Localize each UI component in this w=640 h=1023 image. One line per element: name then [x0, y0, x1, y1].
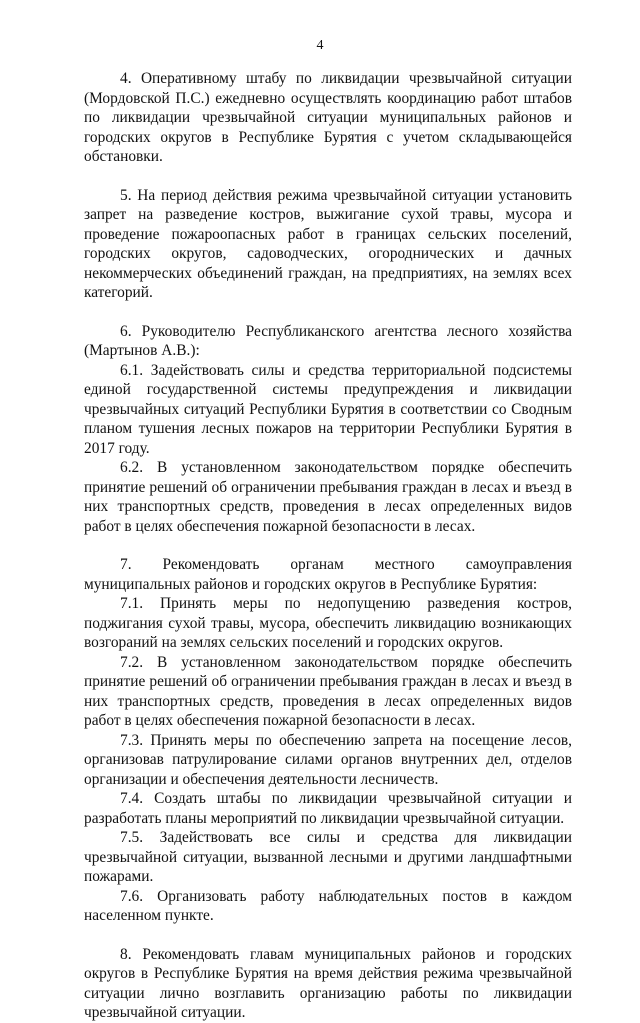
- page-number: 4: [316, 38, 324, 53]
- paragraph-5: 5. На период действия режима чрезвычайной ситуации установить запрет на разведение костров, выжигание сухой травы, мусора и проведение пожароопасных работ в границах сельских поселений, городских округов, садоводческих, огороднических и дачных некоммерческих объединений граждан, на предприятиях, на землях всех категорий.: [84, 186, 572, 301]
- paragraph-7: 7. Рекомендовать органам местного самоуправления муниципальных районов и городских округов в Республике Бурятия:: [84, 556, 572, 593]
- paragraph-7-2: 7.2. В установленном законодательством порядке обеспечить принятие решений об ограничении пребывания граждан в лесах и въезд в них транспортных средств, проведения в лесах определенных видов работ в целях обеспечения пожарной безопасности в лесах.: [84, 653, 572, 729]
- paragraph-7-6: 7.6. Организовать работу наблюдательных постов в каждом населенном пункте.: [84, 887, 572, 924]
- paragraph-6-1: 6.1. Задействовать силы и средства территориальной подсистемы единой государственной системы предупреждения и ликвидации чрезвычайных ситуаций Республики Бурятия в соответствии со Сводным планом тушения лесных пожаров на территории Республики Бурятия в 2017 году.: [84, 361, 572, 457]
- paragraph-6: 6. Руководителю Республиканского агентства лесного хозяйства (Мартынов А.В.):: [84, 322, 572, 359]
- paragraph-7-3: 7.3. Принять меры по обеспечению запрета на посещение лесов, организовав патрулирование силами органов внутренних дел, отделов организации и обеспечения деятельности лесничеств.: [84, 731, 572, 788]
- paragraph-8: 8. Рекомендовать главам муниципальных районов и городских округов в Республике Бурятия на время действия режима чрезвычайной ситуации лично возглавить организацию работы по ликвидации чрезвычайной ситуации.: [84, 945, 572, 1021]
- paragraph-4: 4. Оперативному штабу по ликвидации чрезвычайной ситуации (Мордовской П.С.) ежедневно осуществлять координацию работ штабов по ликвидации чрезвычайной ситуации муниципальных районов и городских округов в Республике Бурятия с учетом складывающейся обстановки.: [84, 70, 572, 165]
- paragraph-7-5: 7.5. Задействовать все силы и средства для ликвидации чрезвычайной ситуации, вызванной лесными и другими ландшафтными пожарами.: [84, 829, 572, 885]
- paragraph-6-2: 6.2. В установленном законодательством порядке обеспечить принятие решений об ограничении пребывания граждан в лесах и въезд в них транспортных средств, проведения в лесах определенных видов работ в целях обеспечения пожарной безопасности в лесах.: [84, 459, 572, 535]
- document-body: [84, 69, 572, 1023]
- paragraph-7-1: 7.1. Принять меры по недопущению разведения костров, поджигания сухой травы, мусора, обеспечить ликвидацию возникающих возгораний на землях сельских поселений и городских округов.: [84, 595, 572, 651]
- paragraph-7-4: 7.4. Создать штабы по ликвидации чрезвычайной ситуации и разработать планы мероприятий по ликвидации чрезвычайной ситуации.: [84, 790, 572, 827]
